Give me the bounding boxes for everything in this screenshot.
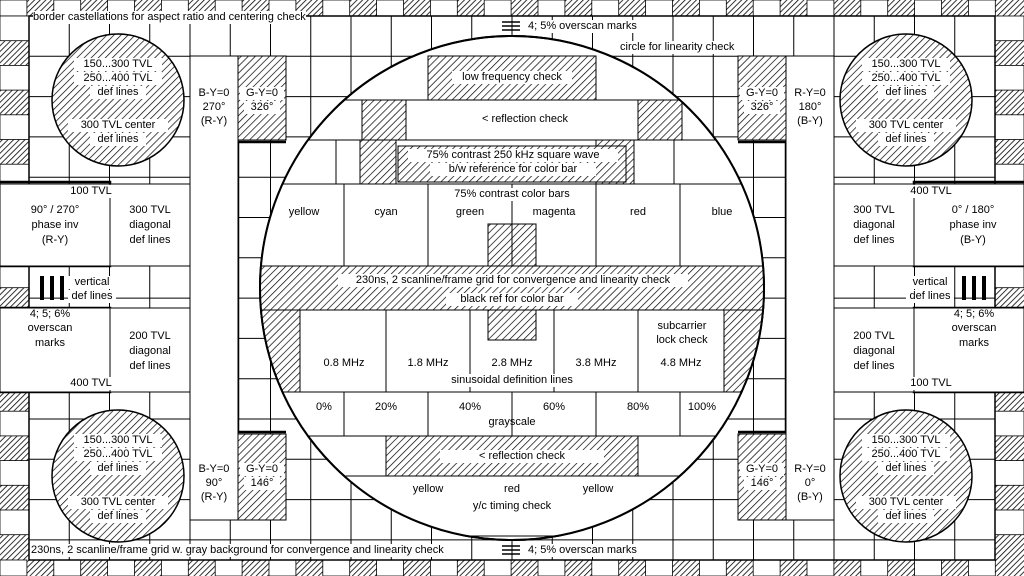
bar-green: green (448, 206, 492, 219)
castellation-cell (646, 0, 673, 16)
castellation-cell (995, 115, 1024, 140)
left-diag300-1: 300 TVL (129, 204, 171, 216)
gray-40: 40% (458, 401, 482, 413)
reflection-bottom-label: < reflection check (440, 450, 604, 463)
left-diag200-1: 200 TVL (129, 330, 171, 342)
corner-line-2: 250...400 TVL (74, 72, 162, 85)
castellation-cell (0, 510, 29, 535)
bar-yellow: yellow (288, 206, 320, 218)
castellation-cell (269, 560, 296, 576)
bar-magenta: magenta (528, 206, 580, 219)
left-vert-2: def lines (68, 290, 116, 303)
corner-line-4: 300 TVL center (68, 496, 168, 509)
castellation-cell (995, 411, 1024, 436)
sinus-label: sinusoidal definition lines (434, 374, 590, 387)
castellation-cell (0, 560, 27, 576)
castellation-cell (0, 16, 29, 41)
low-freq-label: low frequency check (452, 71, 572, 84)
corner-line-5: def lines (878, 133, 934, 146)
castellation-cell (753, 0, 780, 16)
castellation-cell (538, 560, 565, 576)
right-gy-top-2: 326° (744, 101, 780, 114)
right-tvl100: 100 TVL (906, 377, 956, 390)
castellation-cell (968, 0, 995, 16)
yc-red: red (504, 483, 520, 495)
castellation-cell (377, 0, 404, 16)
castellation-cell (484, 0, 511, 16)
castellation-cell (323, 560, 350, 576)
castellation-cell (54, 560, 81, 576)
left-diag200-3: def lines (129, 360, 171, 372)
left-overscan-2: overscan (27, 322, 73, 334)
left-tvl100: 100 TVL (66, 185, 116, 198)
right-phase-3: (B-Y) (960, 234, 986, 246)
corner-line-4: 300 TVL center (68, 119, 168, 132)
left-by-top-3: (R-Y) (200, 115, 228, 127)
castellation-cell (915, 0, 942, 16)
castellation-cell (807, 0, 834, 16)
gray-80: 80% (626, 401, 650, 413)
right-tvl400: 400 TVL (906, 185, 956, 198)
corner-line-5: def lines (878, 510, 934, 523)
left-gy-top-1: G-Y=0 (240, 87, 284, 100)
right-ry-top-2: 180° (798, 101, 822, 113)
grid-convergence-label: 230ns, 2 scanline/frame grid for convergence and linearity check (338, 274, 688, 287)
corner-line-4: 300 TVL center (856, 496, 956, 509)
bar-blue: blue (711, 206, 733, 218)
right-overscan-1: 4; 5; 6% (953, 308, 995, 320)
castellation-label: border castellations for aspect ratio and centering check (33, 11, 306, 23)
gray-20: 20% (374, 401, 398, 413)
castellation-cell (0, 411, 29, 436)
gray-0: 0% (316, 401, 332, 413)
left-overscan-3: marks (35, 337, 65, 349)
right-diag300-3: def lines (853, 234, 895, 246)
right-vert-2: def lines (906, 290, 954, 303)
freq-1-8: 1.8 MHz (407, 357, 449, 369)
right-gy-top-1: G-Y=0 (740, 87, 784, 100)
bw-reference-label: b/w reference for color bar (430, 163, 596, 176)
castellation-cell (0, 115, 29, 140)
right-diag300-1: 300 TVL (853, 204, 895, 216)
castellation-cell (995, 510, 1024, 535)
left-gy-top-2: 326° (244, 101, 280, 114)
square-wave-label: 75% contrast 250 kHz square wave (408, 149, 618, 162)
freq-3-8: 3.8 MHz (575, 357, 617, 369)
castellation-cell (592, 0, 619, 16)
left-by-bot-1: B-Y=0 (198, 463, 230, 475)
castellation-cell (915, 560, 942, 576)
castellation-cell (592, 560, 619, 576)
grayscale-label: grayscale (488, 416, 536, 428)
circle-linearity-label: circle for linearity check (620, 41, 735, 53)
left-phase-1: 90° / 270° (20, 204, 90, 217)
right-phase-1: 0° / 180° (938, 204, 1008, 217)
right-gy-bot-1: G-Y=0 (740, 463, 784, 476)
corner-line-3: def lines (90, 86, 146, 99)
corner-line-1: 150...300 TVL (862, 434, 950, 447)
corner-line-4: 300 TVL center (856, 119, 956, 132)
freq-0-8: 0.8 MHz (323, 357, 365, 369)
bottom-grid-label: 230ns, 2 scanline/frame grid w. gray background for convergence and linearity check (31, 544, 444, 556)
overscan-bottom-label: 4; 5% overscan marks (528, 544, 637, 556)
right-diag200-1: 200 TVL (853, 330, 895, 342)
castellation-cell (968, 560, 995, 576)
right-phase-2: phase inv (949, 219, 997, 231)
castellation-cell (753, 560, 780, 576)
corner-line-2: 250...400 TVL (862, 448, 950, 461)
left-by-top-2: 270° (202, 101, 226, 113)
left-diag300-2: diagonal (129, 219, 171, 231)
castellation-cell (161, 560, 188, 576)
right-gy-bot-2: 146° (744, 477, 780, 490)
left-gy-bot-1: G-Y=0 (240, 463, 284, 476)
castellation-cell (0, 0, 27, 16)
overscan-top-label: 4; 5% overscan marks (528, 20, 637, 32)
right-vert-1: vertical (906, 276, 954, 289)
left-phase-2: phase inv (31, 219, 79, 231)
castellation-cell (0, 461, 29, 486)
freq-4-8: 4.8 MHz (660, 357, 702, 369)
right-ry-bot-3: (B-Y) (797, 491, 823, 503)
left-gy-bot-2: 146° (244, 477, 280, 490)
castellation-cell (430, 560, 457, 576)
corner-line-1: 150...300 TVL (74, 58, 162, 71)
reflection-top-label: < reflection check (482, 113, 568, 125)
castellation-cell (108, 560, 135, 576)
right-overscan-2: overscan (951, 322, 997, 334)
castellation-cell (861, 560, 888, 576)
bar-red: red (630, 206, 646, 218)
right-diag200-3: def lines (853, 360, 895, 372)
right-ry-top-3: (B-Y) (797, 115, 823, 127)
corner-line-5: def lines (90, 510, 146, 523)
left-vert-1: vertical (68, 276, 116, 289)
yc-yellow-2: yellow (582, 483, 614, 495)
castellation-cell (538, 0, 565, 16)
corner-line-3: def lines (878, 86, 934, 99)
castellation-cell (484, 560, 511, 576)
right-ry-bot-1: R-Y=0 (794, 463, 826, 475)
bar-cyan: cyan (374, 206, 398, 218)
corner-line-1: 150...300 TVL (862, 58, 950, 71)
castellation-cell (861, 0, 888, 16)
castellation-cell (699, 0, 726, 16)
castellation-cell (323, 0, 350, 16)
yc-timing-label: y/c timing check (472, 500, 552, 512)
castellation-cell (215, 560, 242, 576)
right-overscan-3: marks (959, 337, 989, 349)
castellation-cell (807, 560, 834, 576)
corner-line-3: def lines (90, 462, 146, 475)
castellation-cell (430, 0, 457, 16)
castellation-cell (377, 560, 404, 576)
corner-line-2: 250...400 TVL (74, 448, 162, 461)
lock-check-label: lock check (656, 334, 708, 346)
corner-line-2: 250...400 TVL (862, 72, 950, 85)
gray-60: 60% (542, 401, 566, 413)
castellation-cell (699, 560, 726, 576)
left-tvl400: 400 TVL (66, 377, 116, 390)
gray-100: 100% (687, 401, 717, 413)
left-by-bot-3: (R-Y) (200, 491, 228, 503)
right-diag300-2: diagonal (853, 219, 895, 231)
freq-2-8: 2.8 MHz (488, 357, 536, 370)
corner-line-5: def lines (90, 133, 146, 146)
right-ry-bot-2: 0° (804, 477, 816, 489)
castellation-cell (0, 65, 29, 90)
left-phase-3: (R-Y) (41, 234, 69, 246)
right-ry-top-1: R-Y=0 (794, 87, 826, 99)
left-diag200-2: diagonal (129, 345, 171, 357)
subcarrier-label: subcarrier (657, 320, 707, 332)
corner-line-1: 150...300 TVL (74, 434, 162, 447)
left-diag300-3: def lines (129, 234, 171, 246)
black-ref-label: black ref for color bar (446, 293, 578, 306)
castellation-cell (646, 560, 673, 576)
corner-line-3: def lines (878, 462, 934, 475)
left-overscan-1: 4; 5; 6% (29, 308, 71, 320)
castellation-cell (995, 16, 1024, 41)
castellation-cell (995, 461, 1024, 486)
castellation-cell (995, 65, 1024, 90)
yc-yellow-1: yellow (412, 483, 444, 495)
left-by-bot-2: 90° (205, 477, 223, 489)
right-diag200-2: diagonal (853, 345, 895, 357)
left-by-top-1: B-Y=0 (198, 87, 230, 99)
color-bars-title: 75% contrast color bars (440, 188, 584, 201)
